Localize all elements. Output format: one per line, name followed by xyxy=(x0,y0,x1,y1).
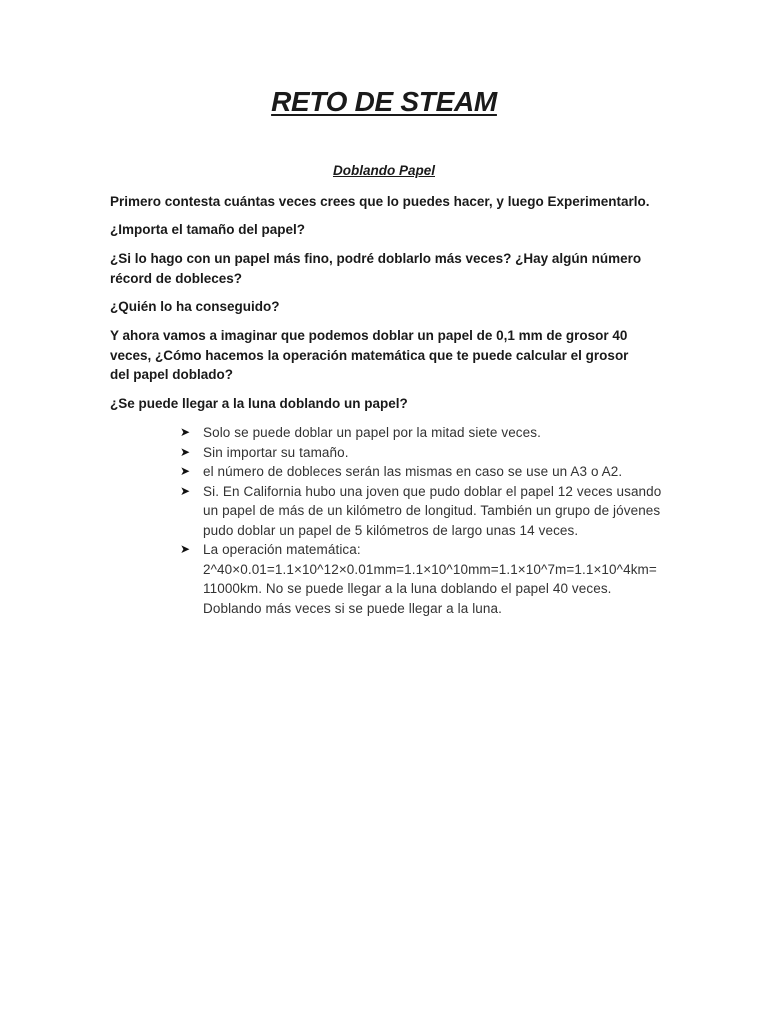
answer-text: el número de dobleces serán las mismas en caso se use un A3 o A2. xyxy=(203,464,623,479)
list-item xyxy=(178,462,663,482)
list-item xyxy=(178,540,663,618)
paragraph-instruction: Primero contesta cuántas veces crees que lo puedes hacer, y luego Experimentarlo. xyxy=(110,194,650,209)
list-item xyxy=(178,482,663,541)
answer-text: Si. En California hubo una joven que pudo doblar el papel 12 veces usando un papel de más de un kilómetro de longitud. También un grupo de jóvenes pudo doblar un papel de 5 kilómetros de largo unas 14 veces. xyxy=(203,483,662,538)
list-item xyxy=(178,423,663,443)
paragraph-question-thin-paper: ¿Si lo hago con un papel más fino, podré doblarlo más veces? ¿Hay algún número récord de dobleces? xyxy=(110,251,642,286)
answer-text: Sin importar su tamaño. xyxy=(203,444,349,460)
document-subtitle: Doblando Papel xyxy=(332,163,435,178)
paragraph-math-question: Y ahora vamos a imaginar que podemos doblar un papel de 0,1 mm de grosor 40 veces, ¿Cómo hacemos la operación matemática que te puede calcular el grosor del papel doblado? xyxy=(110,328,629,382)
arrowhead-bullet-icon: ➤ xyxy=(180,425,191,439)
answer-text: La operación matemática: 2^40×0.01=1.1×10^12×0.01mm=1.1×10^10mm=1.1×10^7m=1.1×10^4km= 11000km. No se puede llegar a la luna doblando el papel 40 veces. Doblando más veces si se puede llegar a la luna. xyxy=(203,542,657,616)
arrowhead-bullet-icon: ➤ xyxy=(180,483,191,498)
list-item xyxy=(178,443,663,463)
arrowhead-bullet-icon: ➤ xyxy=(180,464,191,478)
answer-text: Solo se puede doblar un papel por la mitad siete veces. xyxy=(203,425,541,440)
arrowhead-bullet-icon: ➤ xyxy=(180,444,191,459)
arrowhead-bullet-icon: ➤ xyxy=(180,542,191,556)
paragraph-question-size: ¿Importa el tamaño del papel? xyxy=(110,222,306,237)
answers-list xyxy=(178,423,663,618)
document-title: RETO DE STEAM xyxy=(271,86,497,117)
paragraph-question-who: ¿Quién lo ha conseguido? xyxy=(110,299,280,314)
paragraph-question-moon: ¿Se puede llegar a la luna doblando un papel? xyxy=(110,396,408,411)
